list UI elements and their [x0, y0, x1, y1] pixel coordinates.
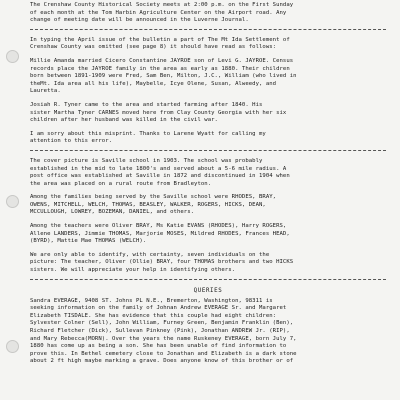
- tyner-paragraph: Josiah R. Tyner came to the area and started farming after 1840. His sister Martha Tyner CARNES moved here from Clay County Georgia with her six children after her husband was killed in the civil war.: [30, 101, 287, 124]
- cover-picture-paragraph: The cover picture is Saville school in 1903. The school was probably established in the mid to late 1800's and served about a 5-6 mile radius. A post office was established at Saville in 1872 and discontinued in 1904 when the area was placed on a rural route from Bradleyton.: [30, 157, 290, 187]
- punch-hole-top: [6, 50, 19, 63]
- apology-paragraph: I am sorry about this misprint. Thanks to Larene Wyatt for calling my attention to this error.: [30, 130, 266, 145]
- jayroe-paragraph: Millie Amanda married Cicero Constantine JAYROE son of Levi G. JAYROE. Census records place the JAYROE family in the area as early as 1880. Their children born between 1891-1909 were Fred, Sam Ben, Milton, J.C., William (who lived in theMt. Ida area all his life), Maybelle, Icye Olene, Susan, Alweedy, and Lauretta.: [30, 57, 297, 95]
- queries-heading: QUERIES: [193, 287, 223, 294]
- identify-paragraph: We are only able to identify, with certainty, seven individuals on the picture: The teacher, Oliver (Ollie) BRAY, four THOMAS brothers and two HICKS sisters. We will appreciate your help in identifying others.: [30, 251, 294, 274]
- section-divider: [30, 150, 386, 151]
- punch-hole-middle: [6, 195, 19, 208]
- everage-query: Sandra EVERAGE, 9408 ST. Johns PL N.E., Bremerton, Washington, 98311 is seeking information on the family of Johnan Andrew EVERAGE Sr. and Margaret Elizabeth TISDALE. She has evidence that this couple had eight children: Sylvester Colner (Sell), John William, Furney Green, Benjamin Franklin (Ben), Richard Fletcher (Dick), Sullevan Pinkney (Pink), Jonathan ANDREW Jr. (RIP), and Mary Rebecca(MORN). Over the years the name Ruskeney EVERAGE, born July 7, 1880 has come up as being a son. She has been unable of find information to prove this. In Bethel cemetery close to Jonathan and Elizabeth is a dark stone about 2 ft high maybe marking a grave. Does anyone know of this brother or of: [30, 297, 297, 365]
- punch-hole-bottom: [6, 340, 19, 353]
- section-divider: [30, 279, 386, 280]
- teachers-paragraph: Among the teachers were Oliver BRAY, Ms Katie EVANS (RHODES), Harry ROGERS, Allene LANDERS, Jimmie THOMAS, Marjorie MOSES, Mildred RHODES, Frances HEAD, (BYRD), Mattie Mae THOMAS (WELCH).: [30, 223, 290, 245]
- meeting-notice: The Crenshaw County Historical Society meets at 2:00 p.m. on the First Sunday of each month at the Tom Harbin Agriculture Center on the Airport road. Any change of meeting date will be announced in the Luverne Journal.: [30, 2, 294, 24]
- families-paragraph: Among the families being served by the Saville school were RHODES, BRAY, OWENS, MITCHELL, WELCH, THOMAS, BEASLEY, WALKER, ROGERS, HICKS, DEAN, MCCULLOUGH, LOWREY, BOZEMAN, DANIEL, and others.: [30, 194, 277, 216]
- section-divider: [30, 29, 386, 30]
- correction-intro: In typing the April issue of the bulletin a part of The Mt Ida Settlement of Crenshaw County was omitted (see page 8) it should have read as follows:: [30, 36, 290, 51]
